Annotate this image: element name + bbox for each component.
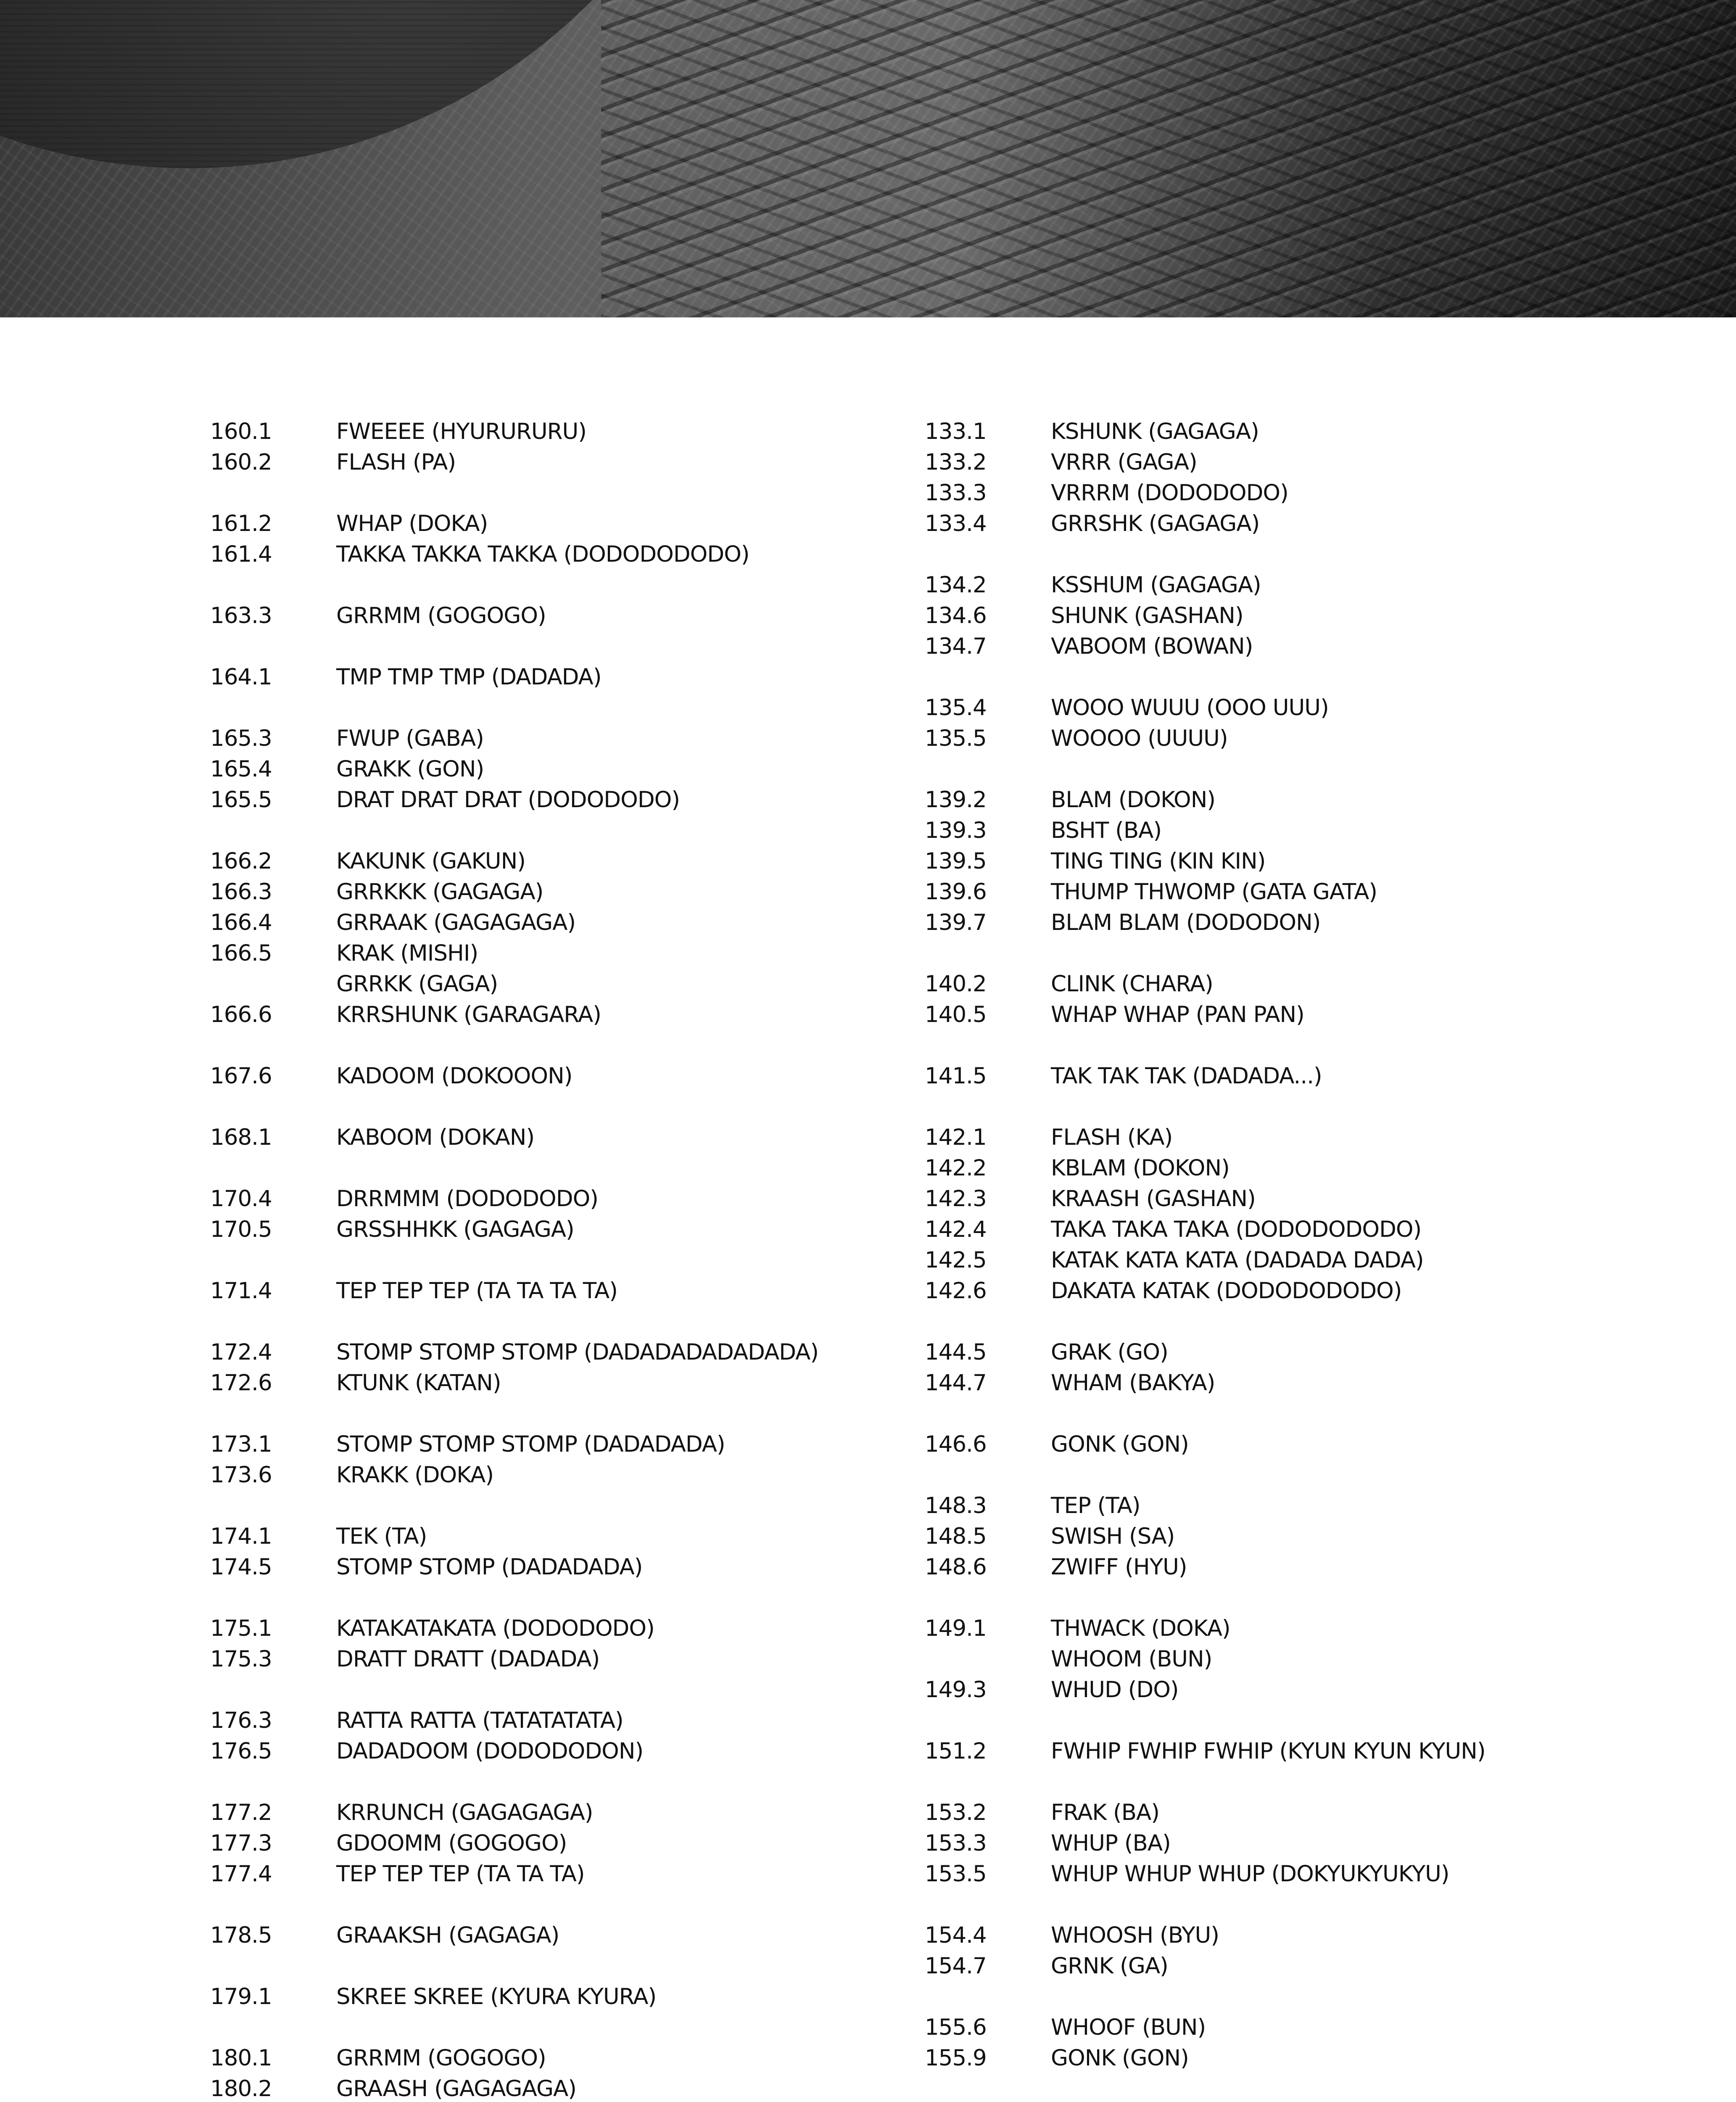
page-panel-ref: 153.3 bbox=[925, 1830, 987, 1856]
page-panel-ref: 135.5 bbox=[925, 726, 987, 751]
sfx-translation: GRAK (GO) bbox=[1051, 1339, 1168, 1365]
sfx-entry bbox=[210, 846, 883, 877]
page-panel-ref: 180.1 bbox=[210, 2045, 272, 2071]
sfx-translation: STOMP STOMP (DADADADA) bbox=[336, 1554, 643, 1580]
sfx-translation: FWUP (GABA) bbox=[336, 726, 484, 751]
page-panel-ref: 133.2 bbox=[925, 449, 987, 475]
sfx-translation: WHUP (BA) bbox=[1051, 1830, 1171, 1856]
sfx-entry bbox=[925, 1828, 1660, 1859]
page-panel-ref: 149.3 bbox=[925, 1677, 987, 1703]
page-panel-ref: 172.6 bbox=[210, 1370, 272, 1396]
sfx-translation: KTUNK (KATAN) bbox=[336, 1370, 501, 1396]
sfx-translation: KRRUNCH (GAGAGAGA) bbox=[336, 1800, 593, 1825]
header-artwork bbox=[0, 0, 1736, 317]
sfx-translation: VRRR (GAGA) bbox=[1051, 449, 1197, 475]
page-panel-ref: 177.3 bbox=[210, 1830, 272, 1856]
sfx-entry bbox=[210, 1552, 883, 1582]
sfx-entry bbox=[925, 1214, 1660, 1245]
sfx-entry bbox=[925, 1153, 1660, 1183]
page-panel-ref: 140.5 bbox=[925, 1002, 987, 1027]
sfx-translation: DRAT DRAT DRAT (DODODODO) bbox=[336, 787, 680, 813]
page-panel-ref: 134.7 bbox=[925, 634, 987, 659]
sfx-entry bbox=[925, 723, 1660, 754]
page-panel-ref: 149.1 bbox=[925, 1616, 987, 1641]
header-city-hatching bbox=[601, 0, 1736, 317]
sfx-entry bbox=[210, 1859, 883, 1889]
sfx-translation: KSHUNK (GAGAGA) bbox=[1051, 419, 1259, 444]
group-spacer bbox=[925, 1705, 1660, 1736]
group-spacer bbox=[925, 1767, 1660, 1797]
page-panel-ref: 133.3 bbox=[925, 480, 987, 506]
sfx-translation: WHAP WHAP (PAN PAN) bbox=[1051, 1002, 1304, 1027]
sfx-entry bbox=[925, 1061, 1660, 1091]
sfx-translation: TAKKA TAKKA TAKKA (DODODODODO) bbox=[336, 541, 749, 567]
page-panel-ref: 173.1 bbox=[210, 1431, 272, 1457]
group-spacer bbox=[210, 570, 883, 600]
page-panel-ref: 142.2 bbox=[925, 1155, 987, 1181]
sfx-translation: GRAKK (GON) bbox=[336, 756, 484, 782]
sfx-entry bbox=[210, 1061, 883, 1091]
page-panel-ref: 160.1 bbox=[210, 419, 272, 444]
group-spacer bbox=[210, 1306, 883, 1337]
page-panel-ref: 163.3 bbox=[210, 603, 272, 628]
page-panel-ref: 164.1 bbox=[210, 664, 272, 690]
group-spacer bbox=[925, 1889, 1660, 1920]
group-spacer bbox=[925, 1091, 1660, 1122]
page-panel-ref: 153.2 bbox=[925, 1800, 987, 1825]
page-panel-ref: 172.4 bbox=[210, 1339, 272, 1365]
group-spacer bbox=[210, 692, 883, 723]
sfx-entry bbox=[210, 938, 883, 969]
sfx-entry bbox=[925, 1674, 1660, 1705]
group-spacer bbox=[925, 539, 1660, 570]
page-panel-ref: 139.2 bbox=[925, 787, 987, 813]
sfx-entry bbox=[925, 784, 1660, 815]
sfx-translation: GRAASH (GAGAGAGA) bbox=[336, 2076, 576, 2102]
page-panel-ref: 135.4 bbox=[925, 695, 987, 721]
page-panel-ref: 133.4 bbox=[925, 511, 987, 536]
sfx-translation: GRRKKK (GAGAGA) bbox=[336, 879, 543, 905]
sfx-translation: KRAK (MISHI) bbox=[336, 940, 478, 966]
page-panel-ref: 134.6 bbox=[925, 603, 987, 628]
sfx-translation: GRAAKSH (GAGAGA) bbox=[336, 1922, 559, 1948]
sfx-translation: KRAKK (DOKA) bbox=[336, 1462, 494, 1488]
sfx-translation: DAKATA KATAK (DODODODODO) bbox=[1051, 1278, 1402, 1304]
page-panel-ref: 153.5 bbox=[925, 1861, 987, 1887]
page-panel-ref bbox=[210, 969, 336, 999]
sfx-translation: GONK (GON) bbox=[1051, 2045, 1189, 2071]
page-panel-ref: 139.3 bbox=[925, 818, 987, 843]
sfx-entry bbox=[925, 508, 1660, 539]
sfx-translation: SHUNK (GASHAN) bbox=[1051, 603, 1243, 628]
sfx-translation: KAKUNK (GAKUN) bbox=[336, 848, 525, 874]
page-panel-ref: 176.5 bbox=[210, 1738, 272, 1764]
group-spacer bbox=[925, 1398, 1660, 1429]
sfx-entry bbox=[925, 1951, 1660, 1981]
page-panel-ref: 139.5 bbox=[925, 848, 987, 874]
sfx-entry bbox=[210, 600, 883, 631]
sfx-entry bbox=[925, 1368, 1660, 1398]
sfx-translation: TEP (TA) bbox=[1051, 1493, 1140, 1518]
page-panel-ref: 177.4 bbox=[210, 1861, 272, 1887]
page-panel-ref: 148.5 bbox=[925, 1524, 987, 1549]
page-panel-ref: 166.3 bbox=[210, 879, 272, 905]
sfx-translation: BLAM (DOKON) bbox=[1051, 787, 1216, 813]
page-panel-ref: 154.7 bbox=[925, 1953, 987, 1979]
sfx-translation: THUMP THWOMP (GATA GATA) bbox=[1051, 879, 1377, 905]
sfx-translation: KADOOM (DOKOOON) bbox=[336, 1063, 573, 1089]
sfx-translation: WHAP (DOKA) bbox=[336, 511, 488, 536]
page-panel-ref: 170.4 bbox=[210, 1186, 272, 1212]
sfx-translation: SWISH (SA) bbox=[1051, 1524, 1175, 1549]
sfx-entry bbox=[210, 1920, 883, 1951]
sfx-entry bbox=[210, 723, 883, 754]
group-spacer bbox=[210, 815, 883, 846]
group-spacer bbox=[210, 1030, 883, 1061]
sfx-entry bbox=[925, 600, 1660, 631]
sfx-entry bbox=[210, 907, 883, 938]
page-panel-ref bbox=[925, 1644, 1051, 1674]
page-panel-ref: 166.5 bbox=[210, 940, 272, 966]
sfx-list-right-column bbox=[925, 416, 1660, 2102]
page-panel-ref: 142.5 bbox=[925, 1247, 987, 1273]
sfx-translation: WHUD (DO) bbox=[1051, 1677, 1179, 1703]
sfx-translation: ZWIFF (HYU) bbox=[1051, 1554, 1187, 1580]
sfx-entry bbox=[210, 877, 883, 907]
sfx-translation: KRAASH (GASHAN) bbox=[1051, 1186, 1256, 1212]
page-panel-ref: 170.5 bbox=[210, 1217, 272, 1242]
sfx-entry bbox=[210, 1337, 883, 1368]
page-panel-ref: 154.4 bbox=[925, 1922, 987, 1948]
sfx-translation: WOOOO (UUUU) bbox=[1051, 726, 1228, 751]
group-spacer bbox=[210, 1767, 883, 1797]
sfx-entry bbox=[925, 416, 1660, 447]
sfx-translation: FRAK (BA) bbox=[1051, 1800, 1159, 1825]
sfx-translation: FLASH (KA) bbox=[1051, 1125, 1173, 1150]
page-panel-ref: 134.2 bbox=[925, 572, 987, 598]
group-spacer bbox=[925, 1460, 1660, 1490]
sfx-translation: WOOO WUUU (OOO UUU) bbox=[1051, 695, 1329, 721]
sfx-translation: GRNK (GA) bbox=[1051, 1953, 1168, 1979]
sfx-entry bbox=[925, 1275, 1660, 1306]
sfx-entry bbox=[925, 447, 1660, 478]
group-spacer bbox=[925, 754, 1660, 784]
sfx-entry bbox=[210, 1521, 883, 1552]
sfx-entry bbox=[210, 784, 883, 815]
sfx-entry bbox=[210, 1828, 883, 1859]
group-spacer bbox=[210, 1245, 883, 1275]
page-panel-ref: 171.4 bbox=[210, 1278, 272, 1304]
group-spacer bbox=[210, 2012, 883, 2043]
sfx-translation: VRRRM (DODODODO) bbox=[1051, 480, 1288, 506]
sfx-entry bbox=[925, 692, 1660, 723]
sfx-entry bbox=[210, 539, 883, 570]
sfx-entry bbox=[210, 447, 883, 478]
page-panel-ref: 142.4 bbox=[925, 1217, 987, 1242]
sfx-translation: SKREE SKREE (KYURA KYURA) bbox=[336, 1984, 657, 2010]
sfx-translation: KATAK KATA KATA (DADADA DADA) bbox=[1051, 1247, 1424, 1273]
group-spacer bbox=[210, 1674, 883, 1705]
sfx-entry bbox=[925, 999, 1660, 1030]
sfx-translation: CLINK (CHARA) bbox=[1051, 971, 1213, 997]
sfx-translation: KBLAM (DOKON) bbox=[1051, 1155, 1229, 1181]
page-panel-ref: 175.3 bbox=[210, 1646, 272, 1672]
sfx-translation: RATTA RATTA (TATATATATA) bbox=[336, 1708, 623, 1733]
sfx-entry bbox=[925, 1337, 1660, 1368]
page-panel-ref: 144.5 bbox=[925, 1339, 987, 1365]
page-panel-ref: 144.7 bbox=[925, 1370, 987, 1396]
sfx-entry bbox=[210, 1122, 883, 1153]
sfx-translation: TMP TMP TMP (DADADA) bbox=[336, 664, 602, 690]
sfx-translation: WHUP WHUP WHUP (DOKYUKYUKYU) bbox=[1051, 1861, 1449, 1887]
page-panel-ref: 148.6 bbox=[925, 1554, 987, 1580]
sfx-translation: THWACK (DOKA) bbox=[1051, 1616, 1230, 1641]
page-panel-ref: 176.3 bbox=[210, 1708, 272, 1733]
sfx-entry bbox=[925, 2043, 1660, 2073]
sfx-translation: KRRSHUNK (GARAGARA) bbox=[336, 1002, 601, 1027]
sfx-translation: TING TING (KIN KIN) bbox=[1051, 848, 1266, 874]
sfx-translation: KATAKATAKATA (DODODODO) bbox=[336, 1616, 654, 1641]
sfx-entry bbox=[210, 2043, 883, 2073]
sfx-translation: TAKA TAKA TAKA (DODODODODO) bbox=[1051, 1217, 1422, 1242]
page-panel-ref: 142.3 bbox=[925, 1186, 987, 1212]
sfx-entry bbox=[925, 1429, 1660, 1460]
sfx-entry bbox=[210, 969, 883, 999]
sfx-translation: DRRMMM (DODODODO) bbox=[336, 1186, 598, 1212]
sfx-entry bbox=[925, 907, 1660, 938]
sfx-translation: GRSSHHKK (GAGAGA) bbox=[336, 1217, 574, 1242]
sfx-entry bbox=[925, 1183, 1660, 1214]
sfx-entry bbox=[925, 815, 1660, 846]
sfx-entry bbox=[925, 877, 1660, 907]
sfx-translation: BLAM BLAM (DODODON) bbox=[1051, 910, 1321, 935]
sfx-entry bbox=[925, 2012, 1660, 2043]
sfx-translation: GRRSHK (GAGAGA) bbox=[1051, 511, 1260, 536]
sfx-translation: FWHIP FWHIP FWHIP (KYUN KYUN KYUN) bbox=[1051, 1738, 1485, 1764]
group-spacer bbox=[210, 1951, 883, 1981]
sfx-translation: GONK (GON) bbox=[1051, 1431, 1189, 1457]
page-panel-ref: 146.6 bbox=[925, 1431, 987, 1457]
sfx-translation: GRRMM (GOGOGO) bbox=[336, 603, 546, 628]
group-spacer bbox=[210, 1490, 883, 1521]
page-panel-ref: 139.7 bbox=[925, 910, 987, 935]
sfx-entry bbox=[925, 1490, 1660, 1521]
sfx-translation: STOMP STOMP STOMP (DADADADADADADA) bbox=[336, 1339, 819, 1365]
sfx-entry bbox=[925, 1644, 1660, 1674]
sfx-entry bbox=[925, 1920, 1660, 1951]
page-panel-ref: 174.1 bbox=[210, 1524, 272, 1549]
page-panel-ref: 175.1 bbox=[210, 1616, 272, 1641]
sfx-list-left-column bbox=[210, 416, 883, 2102]
page-panel-ref: 165.4 bbox=[210, 756, 272, 782]
sfx-entry bbox=[210, 1705, 883, 1736]
sfx-entry bbox=[925, 1613, 1660, 1644]
page-panel-ref: 142.1 bbox=[925, 1125, 987, 1150]
sfx-entry bbox=[210, 1429, 883, 1460]
sfx-entry bbox=[925, 969, 1660, 999]
group-spacer bbox=[925, 1030, 1660, 1061]
group-spacer bbox=[925, 1582, 1660, 1613]
sfx-entry bbox=[925, 1859, 1660, 1889]
group-spacer bbox=[210, 1398, 883, 1429]
page-panel-ref: 161.2 bbox=[210, 511, 272, 536]
page-panel-ref: 148.3 bbox=[925, 1493, 987, 1518]
group-spacer bbox=[925, 662, 1660, 692]
sfx-translation: DRATT DRATT (DADADA) bbox=[336, 1646, 600, 1672]
group-spacer bbox=[210, 1582, 883, 1613]
page-panel-ref: 167.6 bbox=[210, 1063, 272, 1089]
page-panel-ref: 160.2 bbox=[210, 449, 272, 475]
sfx-entry bbox=[925, 1552, 1660, 1582]
sfx-entry bbox=[210, 1214, 883, 1245]
page-panel-ref: 151.2 bbox=[925, 1738, 987, 1764]
page-panel-ref: 141.5 bbox=[925, 1063, 987, 1089]
sfx-translation: FWEEEE (HYURURURU) bbox=[336, 419, 586, 444]
sfx-entry bbox=[925, 846, 1660, 877]
sfx-translation: KABOOM (DOKAN) bbox=[336, 1125, 535, 1150]
group-spacer bbox=[925, 2073, 1660, 2102]
page-panel-ref: 178.5 bbox=[210, 1922, 272, 1948]
sfx-translation: DADADOOM (DODODODON) bbox=[336, 1738, 644, 1764]
sfx-entry bbox=[210, 1736, 883, 1767]
page-panel-ref: 177.2 bbox=[210, 1800, 272, 1825]
sfx-translation: TAK TAK TAK (DADADA...) bbox=[1051, 1063, 1322, 1089]
sfx-entry bbox=[210, 1981, 883, 2012]
sfx-entry bbox=[210, 1797, 883, 1828]
group-spacer bbox=[210, 1153, 883, 1183]
sfx-entry bbox=[210, 1368, 883, 1398]
group-spacer bbox=[210, 1091, 883, 1122]
sfx-entry bbox=[210, 2073, 883, 2102]
group-spacer bbox=[925, 1306, 1660, 1337]
page-panel-ref: 165.3 bbox=[210, 726, 272, 751]
sfx-translation: GRRKK (GAGA) bbox=[336, 971, 498, 997]
sfx-entry bbox=[210, 508, 883, 539]
page-panel-ref: 155.9 bbox=[925, 2045, 987, 2071]
sfx-entry bbox=[925, 1521, 1660, 1552]
sfx-entry bbox=[925, 1736, 1660, 1767]
sfx-translation: KSSHUM (GAGAGA) bbox=[1051, 572, 1261, 598]
sfx-translation: FLASH (PA) bbox=[336, 449, 456, 475]
sfx-entry bbox=[210, 1460, 883, 1490]
sfx-translation: WHOOSH (BYU) bbox=[1051, 1922, 1219, 1948]
sfx-translation: GDOOMM (GOGOGO) bbox=[336, 1830, 567, 1856]
sfx-entry bbox=[925, 1797, 1660, 1828]
page-panel-ref: 140.2 bbox=[925, 971, 987, 997]
page-panel-ref: 139.6 bbox=[925, 879, 987, 905]
page-panel-ref: 166.2 bbox=[210, 848, 272, 874]
sfx-translation: WHOOM (BUN) bbox=[1051, 1646, 1212, 1672]
sfx-entry bbox=[925, 1122, 1660, 1153]
sfx-translation: GRRAAK (GAGAGAGA) bbox=[336, 910, 576, 935]
sfx-translation: TEP TEP TEP (TA TA TA) bbox=[336, 1861, 585, 1887]
group-spacer bbox=[925, 1981, 1660, 2012]
sfx-entry bbox=[210, 1183, 883, 1214]
page-panel-ref: 180.2 bbox=[210, 2076, 272, 2102]
sfx-entry bbox=[210, 754, 883, 784]
sfx-entry bbox=[210, 1613, 883, 1644]
page-panel-ref: 165.5 bbox=[210, 787, 272, 813]
sfx-translation: TEP TEP TEP (TA TA TA TA) bbox=[336, 1278, 617, 1304]
sfx-translation: STOMP STOMP STOMP (DADADADA) bbox=[336, 1431, 725, 1457]
sfx-entry bbox=[210, 999, 883, 1030]
group-spacer bbox=[210, 631, 883, 662]
group-spacer bbox=[210, 1889, 883, 1920]
page-panel-ref: 166.6 bbox=[210, 1002, 272, 1027]
sfx-entry bbox=[925, 1245, 1660, 1275]
page-panel-ref: 173.6 bbox=[210, 1462, 272, 1488]
page-panel-ref: 168.1 bbox=[210, 1125, 272, 1150]
sfx-translation: WHAM (BAKYA) bbox=[1051, 1370, 1215, 1396]
sfx-entry bbox=[925, 631, 1660, 662]
sfx-translation: WHOOF (BUN) bbox=[1051, 2015, 1206, 2040]
sfx-entry bbox=[925, 570, 1660, 600]
page-panel-ref: 174.5 bbox=[210, 1554, 272, 1580]
sfx-entry bbox=[210, 662, 883, 692]
page-panel-ref: 179.1 bbox=[210, 1984, 272, 2010]
sfx-entry bbox=[210, 416, 883, 447]
page-panel-ref: 133.1 bbox=[925, 419, 987, 444]
group-spacer bbox=[210, 478, 883, 508]
sfx-translation: GRRMM (GOGOGO) bbox=[336, 2045, 546, 2071]
sfx-translation: TEK (TA) bbox=[336, 1524, 427, 1549]
sfx-entry bbox=[210, 1644, 883, 1674]
page-panel-ref: 142.6 bbox=[925, 1278, 987, 1304]
sfx-entry bbox=[925, 478, 1660, 508]
sfx-translation: BSHT (BA) bbox=[1051, 818, 1162, 843]
group-spacer bbox=[925, 938, 1660, 969]
page-panel-ref: 161.4 bbox=[210, 541, 272, 567]
page-panel-ref: 155.6 bbox=[925, 2015, 987, 2040]
sfx-entry bbox=[210, 1275, 883, 1306]
sfx-translation: VABOOM (BOWAN) bbox=[1051, 634, 1253, 659]
page-panel-ref: 166.4 bbox=[210, 910, 272, 935]
